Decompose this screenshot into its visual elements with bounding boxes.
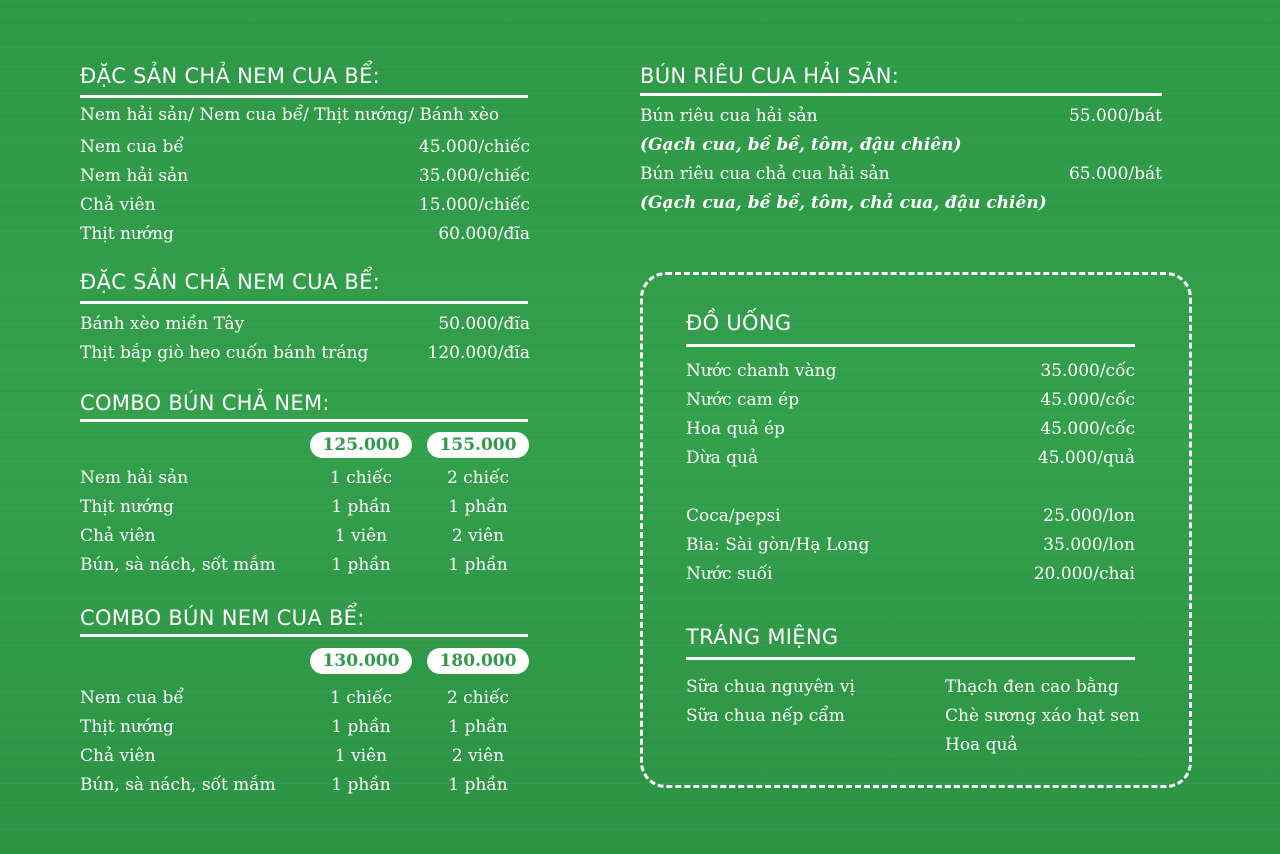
- section-subtitle: Nem hải sản/ Nem cua bể/ Thịt nướng/ Bánh xèo: [80, 105, 500, 125]
- section-divider: [80, 634, 528, 637]
- combo-row-qty: 1 chiếc: [329, 688, 393, 708]
- section-title: COMBO BÚN CHẢ NEM:: [80, 391, 330, 415]
- menu-item-price: 15.000/chiếc: [418, 195, 530, 215]
- menu-item-price: 55.000/bát: [1068, 106, 1162, 126]
- combo-row-qty: 1 viên: [334, 746, 388, 766]
- combo-row-qty: 1 phần: [448, 555, 508, 575]
- section-title: ĐẶC SẢN CHẢ NEM CUA BỂ:: [80, 270, 381, 294]
- dessert-item: Thạch đen cao bằng: [945, 677, 1119, 697]
- section-divider: [686, 657, 1135, 660]
- menu-item-price: 60.000/đĩa: [438, 224, 530, 244]
- drink-price: 45.000/quả: [1037, 448, 1135, 468]
- combo-row-qty: 2 chiếc: [446, 468, 510, 488]
- dessert-item: Sữa chua nguyên vị: [686, 677, 855, 697]
- menu-item-name: Chả viên: [80, 195, 156, 215]
- drink-name: Coca/pepsi: [686, 506, 781, 526]
- drink-name: Bia: Sài gòn/Hạ Long: [686, 535, 870, 555]
- section-divider: [80, 301, 528, 304]
- drink-price: 20.000/chai: [1033, 564, 1135, 584]
- dessert-item: Hoa quả: [945, 735, 1018, 755]
- menu-item-price: 120.000/đĩa: [427, 343, 530, 363]
- combo-row-name: Bún, sà nách, sốt mắm: [80, 775, 276, 795]
- drink-name: Nước chanh vàng: [686, 361, 837, 381]
- combo-row-qty: 1 phần: [331, 497, 391, 517]
- menu-item-name: Nem hải sản: [80, 166, 189, 186]
- section-divider: [80, 419, 528, 422]
- combo-price-badge: 130.000: [310, 648, 412, 674]
- combo-row-qty: 1 chiếc: [329, 468, 393, 488]
- drink-name: Dừa quả: [686, 448, 759, 468]
- drink-price: 45.000/cốc: [1040, 419, 1135, 439]
- menu-item-name: Bánh xèo miền Tây: [80, 314, 245, 334]
- combo-row-qty: 1 phần: [448, 775, 508, 795]
- section-title: BÚN RIÊU CUA HẢI SẢN:: [640, 64, 900, 88]
- section-divider: [686, 344, 1135, 347]
- menu-item-name: Bún riêu cua hải sản: [640, 106, 818, 126]
- combo-row-name: Thịt nướng: [80, 717, 174, 737]
- drink-name: Nước cam ép: [686, 390, 800, 410]
- section-title: ĐẶC SẢN CHẢ NEM CUA BỂ:: [80, 64, 381, 88]
- combo-row-qty: 1 phần: [331, 555, 391, 575]
- combo-row-qty: 1 phần: [331, 775, 391, 795]
- combo-row-qty: 1 phần: [448, 497, 508, 517]
- combo-price-badge: 155.000: [427, 432, 529, 458]
- combo-row-qty: 1 phần: [331, 717, 391, 737]
- section-title: TRÁNG MIỆNG: [686, 625, 839, 649]
- drink-price: 25.000/lon: [1043, 506, 1135, 526]
- menu-item-price: 35.000/chiếc: [418, 166, 530, 186]
- dessert-item: Sữa chua nếp cẩm: [686, 706, 845, 726]
- section-divider: [640, 93, 1162, 96]
- combo-row-qty: 2 viên: [451, 746, 505, 766]
- combo-row-name: Thịt nướng: [80, 497, 174, 517]
- combo-row-name: Bún, sà nách, sốt mắm: [80, 555, 276, 575]
- combo-row-qty: 1 phần: [448, 717, 508, 737]
- drink-name: Hoa quả ép: [686, 419, 785, 439]
- drink-name: Nước suối: [686, 564, 773, 584]
- dessert-item: Chè sương xáo hạt sen: [945, 706, 1140, 726]
- menu-item-price: 45.000/chiếc: [418, 137, 530, 157]
- section-title: ĐỒ UỐNG: [686, 311, 792, 335]
- combo-price-badge: 125.000: [310, 432, 412, 458]
- menu-item-price: 50.000/đĩa: [438, 314, 530, 334]
- menu-item-name: Bún riêu cua chả cua hải sản: [640, 164, 890, 184]
- combo-row-qty: 2 chiếc: [446, 688, 510, 708]
- menu-item-name: Nem cua bể: [80, 137, 184, 157]
- combo-row-name: Chả viên: [80, 746, 156, 766]
- menu-item-note: (Gạch cua, bề bề, tôm, đậu chiên): [640, 135, 962, 155]
- combo-row-name: Nem cua bể: [80, 688, 184, 708]
- combo-row-qty: 2 viên: [451, 526, 505, 546]
- combo-row-qty: 1 viên: [334, 526, 388, 546]
- menu-item-name: Thịt nướng: [80, 224, 174, 244]
- combo-row-name: Chả viên: [80, 526, 156, 546]
- drink-price: 45.000/cốc: [1040, 390, 1135, 410]
- section-title: COMBO BÚN NEM CUA BỂ:: [80, 606, 365, 630]
- drink-price: 35.000/lon: [1043, 535, 1135, 555]
- menu-item-name: Thịt bắp giò heo cuốn bánh tráng: [80, 343, 369, 363]
- menu-item-price: 65.000/bát: [1068, 164, 1162, 184]
- combo-price-badge: 180.000: [427, 648, 529, 674]
- section-divider: [80, 95, 528, 98]
- combo-row-name: Nem hải sản: [80, 468, 189, 488]
- drink-price: 35.000/cốc: [1040, 361, 1135, 381]
- menu-item-note: (Gạch cua, bề bề, tôm, chả cua, đậu chiên): [640, 193, 1047, 213]
